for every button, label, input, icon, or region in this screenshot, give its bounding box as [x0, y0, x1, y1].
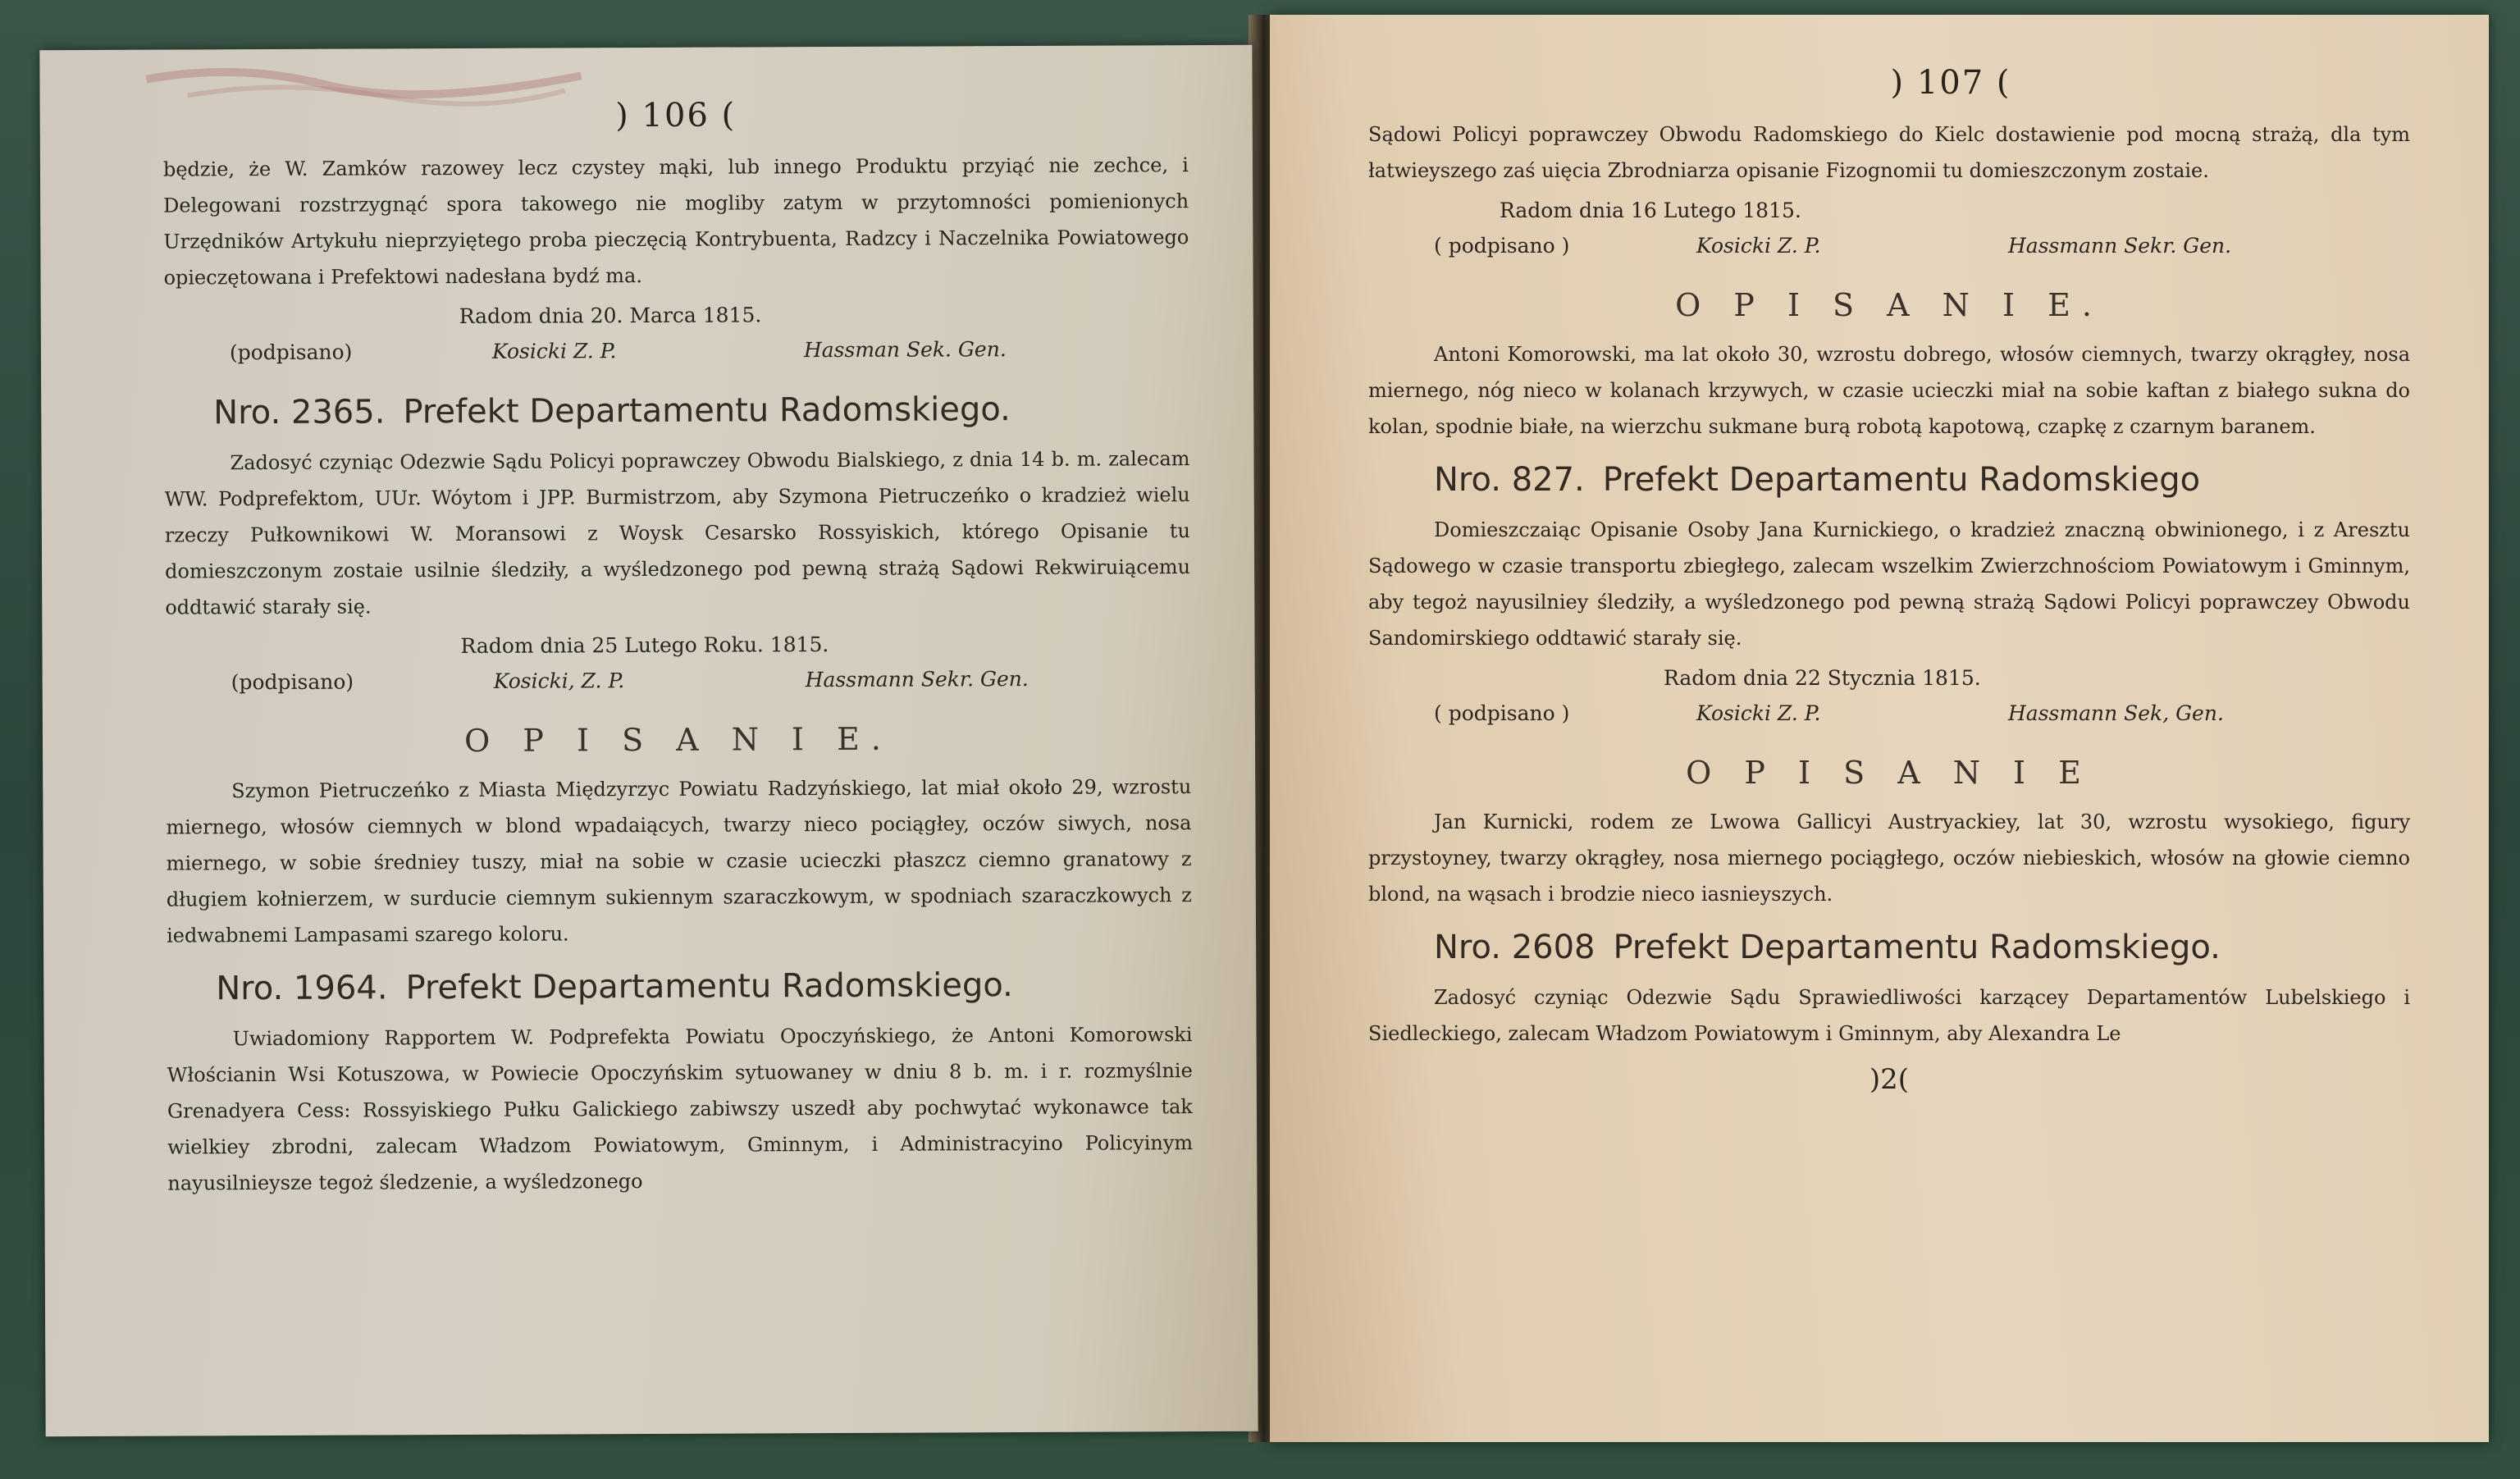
date-line: Radom dnia 20. Marca 1815.: [459, 303, 762, 329]
signature-row: [164, 331, 1189, 371]
date-line: Radom dnia 25 Lutego Roku. 1815.: [460, 632, 829, 659]
notice-title: Prefekt Departamentu Radomskiego.: [405, 966, 1013, 1007]
notice-number: Nro. 2608: [1434, 929, 1596, 966]
description-text: Szymon Pietruczeńko z Miasta Międzyrzyc Powiatu Radzyńskiego, lat miał około 29, wzrostu miernego, włosów ciemnych w blond wpadaiących, twarzy nieco pociągłey, oczów siwych, nosa miernego, w sobie średniey tuszy, miał na sobie w czasie ucieczki płaszcz ciemno granatowy z długiem kołnierzem, w surducie ciemnym sukiennym szaraczkowym, w spodniach szaraczkowych z iedwabnemi Lampasami szarego koloru.: [166, 775, 1192, 947]
notice-title: Prefekt Departamentu Radomskiego.: [403, 390, 1011, 431]
signatory-secretary: Hassmann Sekr. Gen.: [805, 666, 1029, 692]
notice-number: Nro. 1964.: [216, 969, 388, 1008]
signed-label: ( podpisano ): [1434, 701, 1570, 725]
notice-number: Nro. 2365.: [213, 393, 386, 432]
signature-row: [1368, 228, 2410, 264]
left-page-content: [163, 94, 1194, 1206]
signatory-prefect: Kosicki Z. P.: [1696, 701, 1821, 725]
description-heading: O P I S A N I E.: [1675, 287, 2103, 323]
notice-text: Uwiadomiony Rapportem W. Podprefekta Powiatu Opoczyńskiego, że Antoni Komorowski Włościanin Wsi Kotuszowa, w Powiecie Opoczyńskim sytuowaney w dniu 8 b. m. i r. rozmyślnie Grenadyera Cess: Rossyiskiego Pułku Galickiego zabiwszy uszedł aby pochwytać wykonawce tak wielkiey zbrodni, zalecam Władzom Powiatowym, Gminnym, i Administracyino Policyinym nayusilnieysze tegoż śledzenie, a wyśledzonego: [167, 1023, 1194, 1195]
notice-heading: [164, 390, 1189, 431]
signatory-prefect: Kosicki Z. P.: [491, 339, 617, 363]
description-heading: O P I S A N I E.: [463, 720, 893, 759]
left-page: [39, 45, 1258, 1436]
notice-title: Prefekt Departamentu Radomskiego: [1602, 461, 2201, 499]
description-text: Jan Kurnicki, rodem ze Lwowa Gallicyi Austryackiey, lat 30, wzrostu wysokiego, figury przystoyney, twarzy okrągłey, nosa miernego pociągłego, oczów niebieskich, włosów na głowie ciemno blond, na wąsach i brodzie nieco iasnieyszych.: [1368, 810, 2410, 906]
page-number: ) 106 (: [615, 96, 737, 135]
date-line: Radom dnia 22 Stycznia 1815.: [1664, 666, 1981, 690]
signatory-prefect: Kosicki, Z. P.: [493, 669, 625, 693]
notice-heading: [1368, 461, 2410, 499]
catchword: )2(: [1869, 1063, 1910, 1096]
signed-label: (podpisano): [229, 340, 353, 365]
right-page-content: [1368, 64, 2410, 1096]
notice-text: Domieszczaiąc Opisanie Osoby Jana Kurnickiego, o kradzież znaczną obwinionego, i z Aresztu Sądowego w czasie transportu zbiegłego, zalecam wszelkim Zwierzchnościom Powiatowym i Gminnym, aby tegoż nayusilniey śledziły, a wyśledzonego pod pewną strażą Sądowi Policyi poprawczey Obwodu Sandomirskiego oddtawić starały się.: [1368, 518, 2410, 650]
date-line: Radom dnia 16 Lutego 1815.: [1500, 199, 1801, 222]
intro-paragraph: będzie, że W. Zamków razowey lecz czystey mąki, lub innego Produktu przyiąć nie zechce, i Delegowani rozstrzygnąć spora takowego nie mogliby zatym w przytomności pomienionych Urzędników Artykułu nieprzyiętego proba pieczęcią Kontrybuenta, Radzcy i Naczelnika Powiatowego opieczętowana i Prefektowi nadesłana bydź ma.: [162, 153, 1189, 290]
signatory-secretary: Hassman Sek. Gen.: [803, 337, 1007, 363]
notice-title: Prefekt Departamentu Radomskiego.: [1613, 929, 2221, 966]
description-heading: O P I S A N I E: [1686, 755, 2093, 791]
notice-text: Zadosyć czyniąc Odezwie Sądu Sprawiedliwości karzącey Departamentów Lubelskiego i Siedleckiego, zalecam Władzom Powiatowym i Gminnym, aby Alexandra Le: [1368, 986, 2410, 1045]
signatory-secretary: Hassmann Sek, Gen.: [2008, 701, 2224, 725]
signatory-secretary: Hassmann Sekr. Gen.: [2008, 234, 2232, 258]
signature-row: [1368, 696, 2410, 732]
notice-number: Nro. 827.: [1434, 461, 1585, 499]
notice-heading: [167, 965, 1192, 1007]
signed-label: ( podpisano ): [1434, 234, 1570, 258]
intro-paragraph: Sądowi Policyi poprawczey Obwodu Radomskiego do Kielc dostawienie pod mocną strażą, dla tym łatwieyszego zaś uięcia Zbrodniarza opisanie Fizognomii tu domieszczonym zostaie.: [1368, 123, 2410, 182]
description-text: Antoni Komorowski, ma lat około 30, wzrostu dobrego, włosów ciemnych, twarzy okrągłey, nosa miernego, nóg nieco w kolanach krzywych, w czasie ucieczki miał na sobie kaftan z białego sukna do kolan, spodnie białe, na wierzchu sukmane burą robotą kapotową, czapkę z czarnym baranem.: [1368, 343, 2410, 438]
notice-text: Zadosyć czyniąc Odezwie Sądu Policyi poprawczey Obwodu Bialskiego, z dnia 14 b. m. zalecam WW. Podprefektom, UUr. Wóytom i JPP. Burmistrzom, aby Szymona Pietruczeńko o kradzież wielu rzeczy Pułkownikowi W. Moransowi z Woysk Cesarsko Rossyiskich, którego Opisanie tu domieszczonym zostaie usilnie śledziły, a wyśledzonego pod pewną strażą Sądowi Rekwiruiącemu oddtawić starały się.: [164, 447, 1191, 619]
signatory-prefect: Kosicki Z. P.: [1696, 234, 1821, 258]
signed-label: (podpisano): [231, 669, 354, 695]
signature-row: [166, 660, 1191, 701]
right-page: [1270, 15, 2489, 1442]
notice-heading: [1368, 929, 2410, 966]
page-number: ) 107 (: [1890, 64, 2011, 102]
